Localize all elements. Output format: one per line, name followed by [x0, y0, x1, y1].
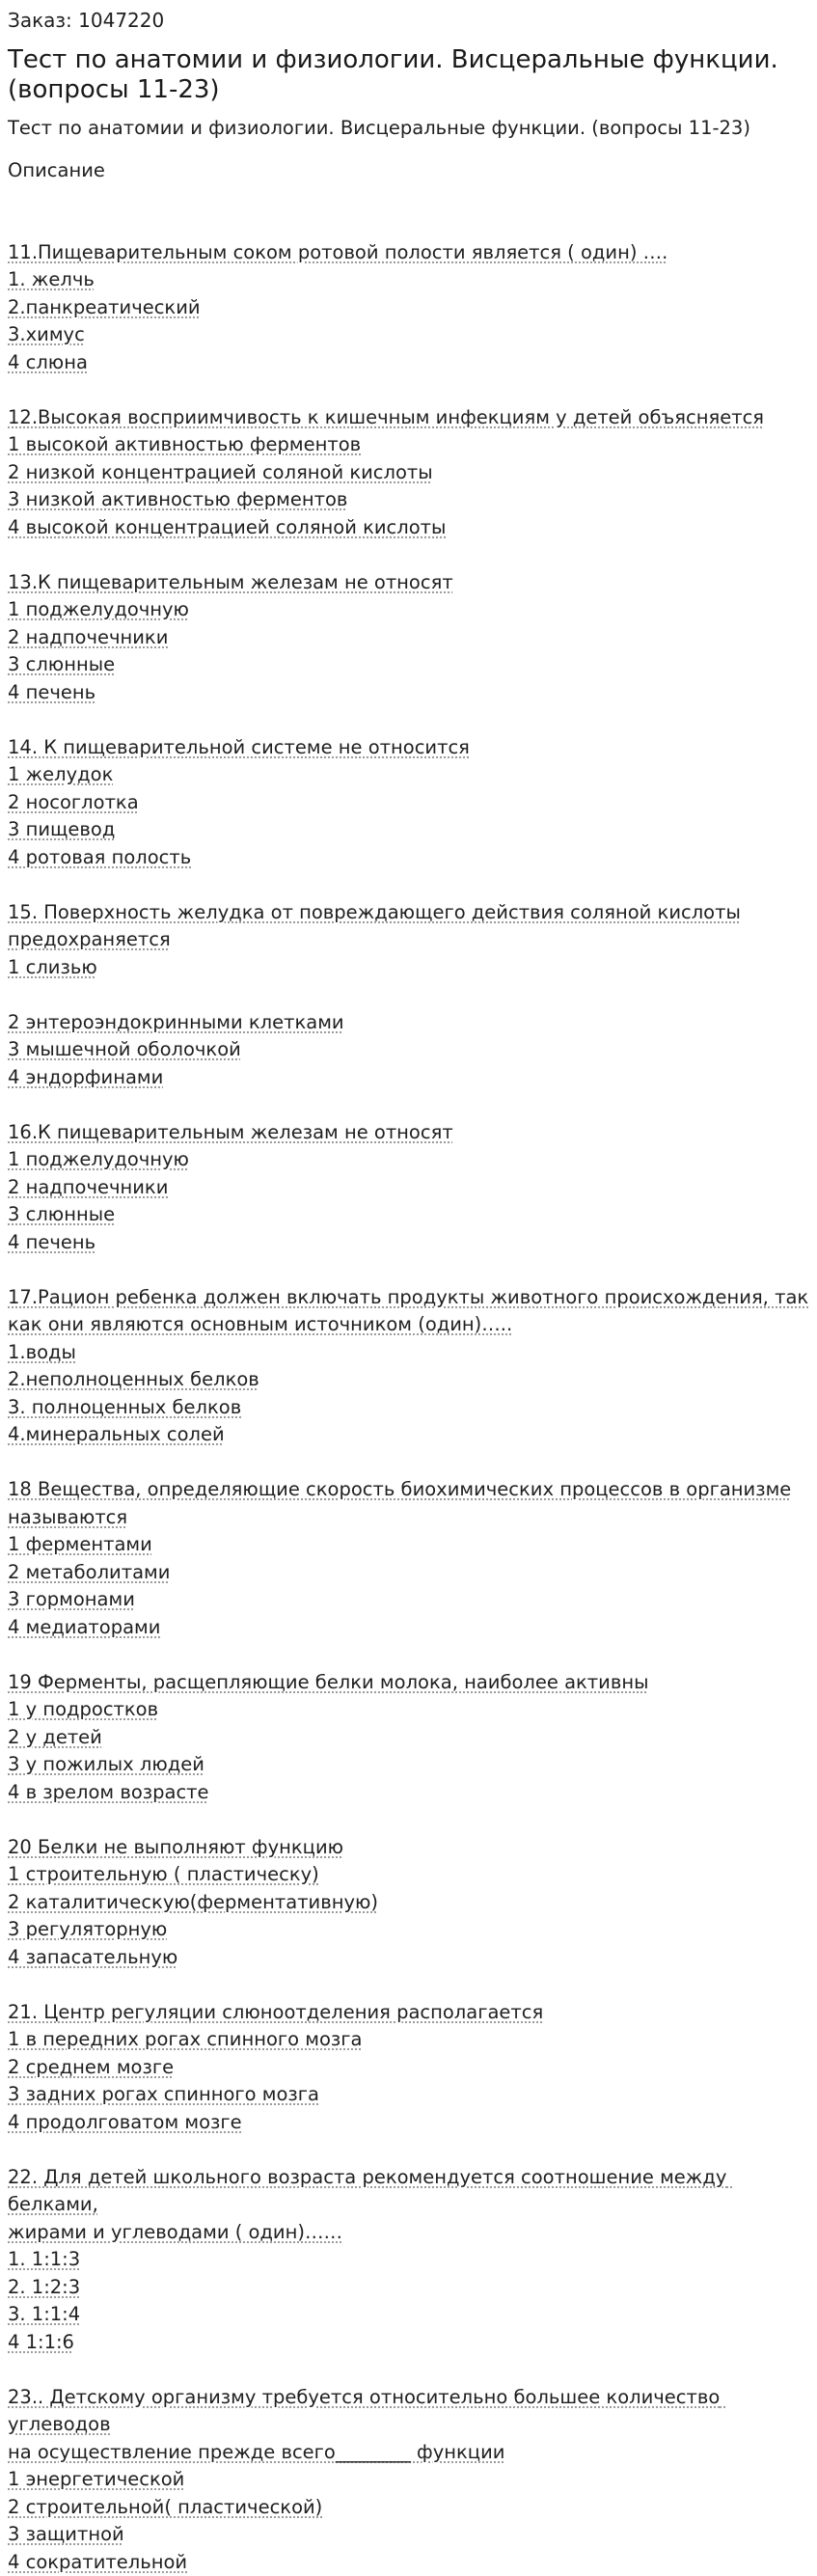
document-line — [8, 1944, 809, 1972]
text-line: на осуществление прежде всего________ функции — [8, 2441, 504, 2463]
document-line — [8, 2219, 809, 2247]
text-line: 4 1:1:6 — [8, 2331, 74, 2353]
document-line — [8, 789, 809, 817]
document-line — [8, 1504, 809, 1532]
document-line — [8, 1284, 809, 1312]
document-line — [8, 1586, 809, 1614]
page-subtitle: Тест по анатомии и физиологии. Висцеральные функции. (вопросы 11-23) — [8, 115, 809, 142]
text-line: 2 строительной( пластической) — [8, 2496, 322, 2518]
blank-line — [8, 1091, 809, 1119]
text-line: 16.К пищеварительным железам не относят — [8, 1121, 453, 1143]
document-line — [8, 1476, 809, 1504]
document-line — [8, 844, 809, 872]
document-line — [8, 2274, 809, 2302]
document-line — [8, 431, 809, 459]
document-line — [8, 1614, 809, 1642]
text-line: 15. Поверхность желудка от повреждающего действия соляной кислоты — [8, 901, 741, 923]
text-line: 4 эндорфинами — [8, 1066, 163, 1088]
document-line — [8, 514, 809, 542]
document-line — [8, 1009, 809, 1037]
text-line: 3 регуляторную — [8, 1918, 167, 1940]
text-line: 1.воды — [8, 1341, 76, 1363]
text-line: 2 энтероэндокринными клетками — [8, 1011, 344, 1033]
document-line — [8, 1696, 809, 1724]
document-line — [8, 2494, 809, 2522]
text-line: 22. Для детей школьного возраста рекомендуется соотношение между белками, — [8, 2166, 733, 2216]
document-line — [8, 2301, 809, 2329]
document-line — [8, 1366, 809, 1394]
text-line: 20 Белки не выполняют функцию — [8, 1836, 343, 1858]
text-line: 3 мышечной оболочкой — [8, 1038, 241, 1060]
blank-line — [8, 1971, 809, 1999]
text-line: как они являются основным источником (один)….. — [8, 1313, 512, 1335]
text-line: 1 ферментами — [8, 1533, 152, 1555]
text-line: 4 высокой концентрацией соляной кислоты — [8, 516, 446, 538]
text-line: 4 в зрелом возрасте — [8, 1781, 209, 1803]
blank-line — [8, 541, 809, 569]
document-line — [8, 734, 809, 762]
document-line — [8, 761, 809, 789]
document-line — [8, 2081, 809, 2109]
document-line — [8, 569, 809, 597]
document-line — [8, 1311, 809, 1339]
text-line: 1 высокой активностью ферментов — [8, 433, 361, 455]
text-line: 1. желчь — [8, 268, 95, 290]
document-line — [8, 2521, 809, 2549]
text-line: 2. 1:2:3 — [8, 2276, 80, 2298]
text-line: 19 Ферменты, расщепляющие белки молока, наиболее активны — [8, 1671, 648, 1693]
text-line: 3 защитной — [8, 2523, 124, 2545]
text-line: 4 слюна — [8, 351, 88, 373]
text-line: 23.. Детскому организму требуется относительно большее количество углеводов — [8, 2386, 726, 2436]
document-line — [8, 1559, 809, 1587]
text-line: 17.Рацион ребенка должен включать продукты животного происхождения, так — [8, 1286, 808, 1308]
text-line: 1 поджелудочную — [8, 1148, 189, 1170]
text-line: 2 надпочечники — [8, 626, 168, 648]
document-line — [8, 1174, 809, 1202]
document-line — [8, 1889, 809, 1917]
document-line — [8, 1339, 809, 1367]
text-line: 2 метаболитами — [8, 1561, 170, 1583]
text-line: 4.минеральных солей — [8, 1423, 225, 1445]
blank-line — [8, 871, 809, 899]
text-line: 4 продолговатом мозге — [8, 2111, 242, 2133]
document-line — [8, 926, 809, 954]
document-line — [8, 1146, 809, 1174]
text-line: 11.Пищеварительным соком ротовой полости является ( один) …. — [8, 241, 667, 263]
document-line — [8, 596, 809, 624]
document-line — [8, 1394, 809, 1422]
text-line: 3 гормонами — [8, 1588, 135, 1610]
document-line — [8, 486, 809, 514]
document-line — [8, 679, 809, 707]
text-line: 4 печень — [8, 1231, 95, 1253]
document-line — [8, 954, 809, 982]
text-line: 1 поджелудочную — [8, 598, 189, 620]
document-line — [8, 816, 809, 844]
text-line: жирами и углеводами ( один)…… — [8, 2221, 342, 2243]
text-line: 1 в передних рогах спинного мозга — [8, 2028, 362, 2050]
document-line — [8, 2439, 809, 2467]
text-line: 2.панкреатический — [8, 296, 201, 318]
text-line: 13.К пищеварительным железам не относят — [8, 571, 453, 593]
blank-line — [8, 1806, 809, 1834]
document-line — [8, 1229, 809, 1257]
blank-line — [8, 981, 809, 1009]
document-line — [8, 1999, 809, 2027]
document-line — [8, 2466, 809, 2494]
text-line: 4 ротовая полость — [8, 846, 191, 868]
document-line — [8, 2054, 809, 2082]
text-line: 2.неполноценных белков — [8, 1368, 259, 1390]
blank-line — [8, 706, 809, 734]
document-line — [8, 1201, 809, 1229]
text-line: 4 запасательную — [8, 1946, 177, 1968]
text-line: 2 каталитическую(ферментативную) — [8, 1891, 378, 1913]
document-line — [8, 349, 809, 377]
document-line — [8, 1531, 809, 1559]
text-line: 3 слюнные — [8, 653, 115, 675]
blank-line — [8, 1256, 809, 1284]
text-line: 3 низкой активностью ферментов — [8, 488, 347, 510]
text-line: 4 печень — [8, 681, 95, 703]
document-line — [8, 2246, 809, 2274]
document-line — [8, 899, 809, 927]
text-line: предохраняется — [8, 928, 171, 950]
text-line: 2 надпочечники — [8, 1176, 168, 1198]
document-line — [8, 294, 809, 322]
blank-line — [8, 1641, 809, 1669]
blank-line — [8, 2356, 809, 2384]
blank-line — [8, 211, 809, 239]
text-line: 1 слизью — [8, 956, 97, 978]
document-line — [8, 1036, 809, 1064]
text-line: 4 сократительной — [8, 2551, 187, 2573]
document-line — [8, 239, 809, 267]
document-line — [8, 2026, 809, 2054]
document-line — [8, 321, 809, 349]
document-line — [8, 404, 809, 432]
text-line: 3 у пожилых людей — [8, 1753, 204, 1775]
text-line: 3. 1:1:4 — [8, 2303, 80, 2325]
text-line: 14. К пищеварительной системе не относится — [8, 736, 470, 758]
text-line: 1 у подростков — [8, 1698, 158, 1720]
document-line — [8, 624, 809, 652]
questions-body — [8, 211, 809, 2576]
document-line — [8, 459, 809, 487]
text-line: 12.Высокая восприимчивость к кишечным инфекциям у детей объясняется — [8, 406, 764, 428]
document-line — [8, 1834, 809, 1862]
text-line: 2 среднем мозге — [8, 2056, 174, 2078]
text-line: 3 пищевод — [8, 818, 115, 840]
document-line — [8, 2164, 809, 2219]
page-title: Тест по анатомии и физиологии. Висцеральные функции. (вопросы 11-23) — [8, 45, 809, 105]
text-line: 2 у детей — [8, 1726, 102, 1748]
document-line — [8, 651, 809, 679]
document-line — [8, 2549, 809, 2576]
document-line — [8, 1421, 809, 1449]
document-line — [8, 1779, 809, 1807]
document-line — [8, 266, 809, 294]
text-line: называются — [8, 1506, 127, 1528]
description-heading: Описание — [8, 157, 809, 184]
document-line — [8, 1064, 809, 1092]
text-line: 3 слюнные — [8, 1203, 115, 1225]
text-line: 1 энергетической — [8, 2468, 184, 2490]
blank-line — [8, 2136, 809, 2164]
document-line — [8, 1669, 809, 1697]
document-line — [8, 2384, 809, 2439]
document-line — [8, 2109, 809, 2137]
text-line: 1 строительную ( пластическу) — [8, 1863, 319, 1885]
text-line: 1. 1:1:3 — [8, 2248, 80, 2270]
document-line — [8, 2329, 809, 2357]
text-line: 2 носоглотка — [8, 791, 139, 813]
text-line: 21. Центр регуляции слюноотделения располагается — [8, 2001, 543, 2023]
document-line — [8, 1724, 809, 1752]
text-line: 2 низкой концентрацией соляной кислоты — [8, 461, 433, 483]
text-line: 3 задних рогах спинного мозга — [8, 2083, 319, 2105]
document-line — [8, 1916, 809, 1944]
text-line: 3.химус — [8, 323, 85, 345]
text-line: 4 медиаторами — [8, 1616, 160, 1638]
document-line — [8, 1861, 809, 1889]
text-line: 3. полноценных белков — [8, 1396, 241, 1418]
document-line — [8, 1751, 809, 1779]
order-number: Заказ: 1047220 — [8, 0, 809, 34]
document-line — [8, 1119, 809, 1147]
text-line: 1 желудок — [8, 763, 113, 785]
blank-line — [8, 1449, 809, 1477]
text-line: 18 Вещества, определяющие скорость биохимических процессов в организме — [8, 1478, 791, 1500]
blank-line — [8, 376, 809, 404]
